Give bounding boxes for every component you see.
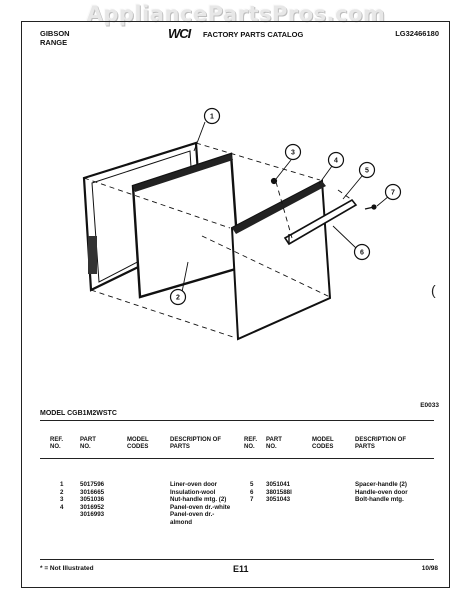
callout-1-label: 1 <box>210 113 214 121</box>
header-model-codes-right: MODEL CODES <box>312 437 334 450</box>
part-description: almond <box>170 518 193 526</box>
ref-no: 4 <box>60 503 64 511</box>
part-description: Handle-oven door <box>355 488 408 496</box>
ref-no: 7 <box>250 496 254 503</box>
part-no: 3016993 <box>80 511 105 518</box>
header-description-right: DESCRIPTION OF PARTS <box>355 437 407 450</box>
header-model-codes-left: MODEL CODES <box>127 437 149 450</box>
footer-rule <box>40 559 434 560</box>
callout-7-label: 7 <box>391 189 395 197</box>
part-no: 3051041 <box>266 481 291 488</box>
catalog-title: FACTORY PARTS CATALOG <box>203 30 304 39</box>
page-number: E11 <box>233 564 249 574</box>
header-description-left: DESCRIPTION OF PARTS <box>170 437 222 450</box>
callout-5-label: 5 <box>365 167 369 175</box>
margin-mark: ( <box>431 282 436 298</box>
model-number: MODEL CGB1M2WSTC <box>40 410 117 417</box>
callout-6-label: 6 <box>360 249 364 257</box>
callout-2-label: 2 <box>176 294 180 302</box>
divider-rule <box>40 420 434 421</box>
header-underline <box>40 458 434 459</box>
header-ref-right: REF. NO. <box>244 437 258 450</box>
part-no: 3016665 <box>80 488 105 496</box>
brand-name: GIBSON <box>40 29 70 38</box>
part-description: Insulation-wool <box>170 488 216 496</box>
part-no: 3051043 <box>266 496 291 503</box>
callout-4-label: 4 <box>334 157 338 165</box>
part-description: Liner-oven door <box>170 481 218 488</box>
part-no: 3801588l <box>266 488 292 496</box>
not-illustrated-note: * = Not Illustrated <box>40 565 94 572</box>
header-part-right: PART NO. <box>266 437 282 450</box>
part-description: Spacer-handle (2) <box>355 481 407 488</box>
part-description: Panel-oven dr.- <box>170 511 215 518</box>
part-oven-door-panel <box>232 181 330 339</box>
part-no: 5017596 <box>80 481 105 488</box>
watermark: AppliancePartsPros.com <box>86 2 386 26</box>
header-ref-left: REF. NO. <box>50 437 64 450</box>
ref-no: 1 <box>60 481 64 488</box>
ref-no: 5 <box>250 481 254 488</box>
part-description: Bolt-handle mtg. <box>355 496 404 503</box>
part-bolt-handle-mtg <box>365 205 376 209</box>
wci-logo: WCI <box>168 26 191 41</box>
revision-date: 10/98 <box>421 565 438 572</box>
part-description: Nut-handle mtg. (2) <box>170 496 227 503</box>
part-description: Panel-oven dr.-white <box>170 503 231 511</box>
header-part-left: PART NO. <box>80 437 96 450</box>
diagram-code: E0033 <box>420 402 439 409</box>
ref-no: 3 <box>60 496 64 503</box>
catalog-code: LG32466180 <box>395 29 439 38</box>
part-no: 3051036 <box>80 496 105 503</box>
part-no: 3016952 <box>80 503 105 511</box>
ref-no: 2 <box>60 488 64 496</box>
ref-no: 6 <box>250 488 254 496</box>
callout-3-label: 3 <box>291 149 295 157</box>
product-type: RANGE <box>40 38 68 47</box>
